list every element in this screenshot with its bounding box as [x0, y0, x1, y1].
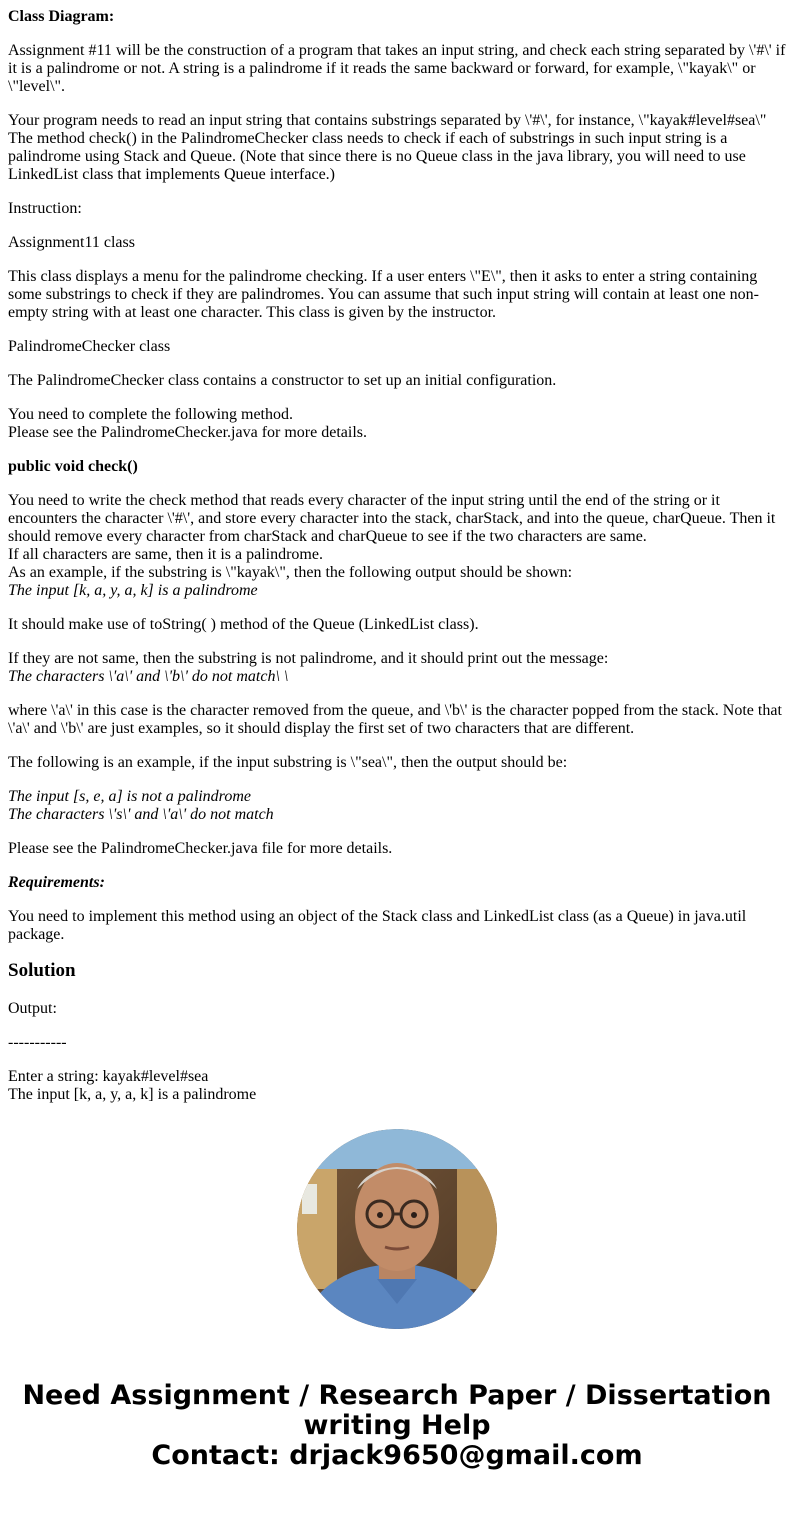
class-diagram-heading: Class Diagram: [8, 8, 115, 25]
result-line: The input [k, a, y, a, k] is a palindrome [8, 1086, 257, 1103]
where-description: where \'a\' in this case is the character removed from the queue, and \'b\' is the character popped from the stack. Note that \'a\' and \'b\' are just examples, so it should display the first set of two characters that are different. [8, 702, 782, 737]
enter-string-line: Enter a string: kayak#level#sea [8, 1068, 209, 1085]
complete-method-line: You need to complete the following method. [8, 406, 293, 423]
example-output-kayak: The input [k, a, y, a, k] is a palindrome [8, 582, 258, 599]
assignment11-class-label: Assignment11 class [8, 234, 135, 251]
see-file-note: Please see the PalindromeChecker.java file for more details. [8, 840, 393, 857]
tostring-note: It should make use of toString( ) method of the Queue (LinkedList class). [8, 616, 479, 633]
author-photo-wrap [8, 1129, 786, 1329]
example-intro: As an example, if the substring is \"kayak\", then the following output should be shown: [8, 564, 573, 581]
contact-banner [8, 1381, 786, 1471]
palindromechecker-description: The PalindromeChecker class contains a constructor to set up an initial configuration. [8, 372, 557, 389]
not-same-block [8, 650, 786, 686]
output-block [8, 1068, 786, 1104]
sea-example-output [8, 788, 786, 824]
sea-output-line-1: The input [s, e, a] is not a palindrome [8, 788, 251, 805]
banner-line-2: writing Help [303, 1410, 491, 1441]
check-method-description [8, 492, 786, 600]
intro-paragraph: Assignment #11 will be the construction of a program that takes an input string, and check each string separated by \'#\' if it is a palindrome or not. A string is a palindrome if it reads the same backward or forward, for example, \"kayak\" or \"level\". [8, 42, 786, 95]
complete-method-note [8, 406, 786, 442]
method-signature: public void check() [8, 458, 138, 475]
solution-heading: Solution [8, 960, 76, 981]
banner-line-1: Need Assignment / Research Paper / Dissertation [22, 1380, 772, 1411]
output-label: Output: [8, 1000, 57, 1017]
requirements-heading: Requirements: [8, 874, 105, 891]
instruction-label: Instruction: [8, 200, 82, 217]
palindrome-rule: If all characters are same, then it is a palindrome. [8, 546, 323, 563]
banner-contact-line: Contact: drjack9650@gmail.com [151, 1440, 643, 1471]
not-same-text: If they are not same, then the substring is not palindrome, and it should print out the message: [8, 650, 609, 667]
sea-output-line-2: The characters \'s\' and \'a\' do not match [8, 806, 274, 823]
see-details-line: Please see the PalindromeChecker.java for more details. [8, 424, 367, 441]
assignment11-description: This class displays a menu for the palindrome checking. If a user enters \"E\", then it asks to enter a string containing some substrings to check if they are palindromes. You can assume that such input string will contain at least one non-empty string with at least one character. This class is given by the instructor. [8, 268, 759, 321]
check-desc-text: You need to write the check method that reads every character of the input string until the end of the string or it encounters the character \'#\', and store every character into the stack, charStack, and into the queue, charQueue. Then it should remove every character from charStack and charQueue to see if the two characters are same. [8, 492, 776, 545]
requirements-description: You need to implement this method using an object of the Stack class and LinkedList class (as a Queue) in java.util package. [8, 908, 747, 943]
palindromechecker-class-label: PalindromeChecker class [8, 338, 171, 355]
input-description-paragraph: Your program needs to read an input string that contains substrings separated by \'#\', for instance, \"kayak#level#sea\" The method check() in the PalindromeChecker class needs to check if each of substrings in such input string is a palindrome using Stack and Queue. (Note that since there is no Queue class in the java library, you will need to use LinkedList class that implements Queue interface.) [8, 112, 767, 183]
output-divider: ----------- [8, 1034, 67, 1051]
not-match-message: The characters \'a\' and \'b\' do not match\ \ [8, 668, 289, 685]
author-photo [297, 1129, 497, 1329]
sea-example-intro: The following is an example, if the input substring is \"sea\", then the output should be: [8, 754, 568, 771]
